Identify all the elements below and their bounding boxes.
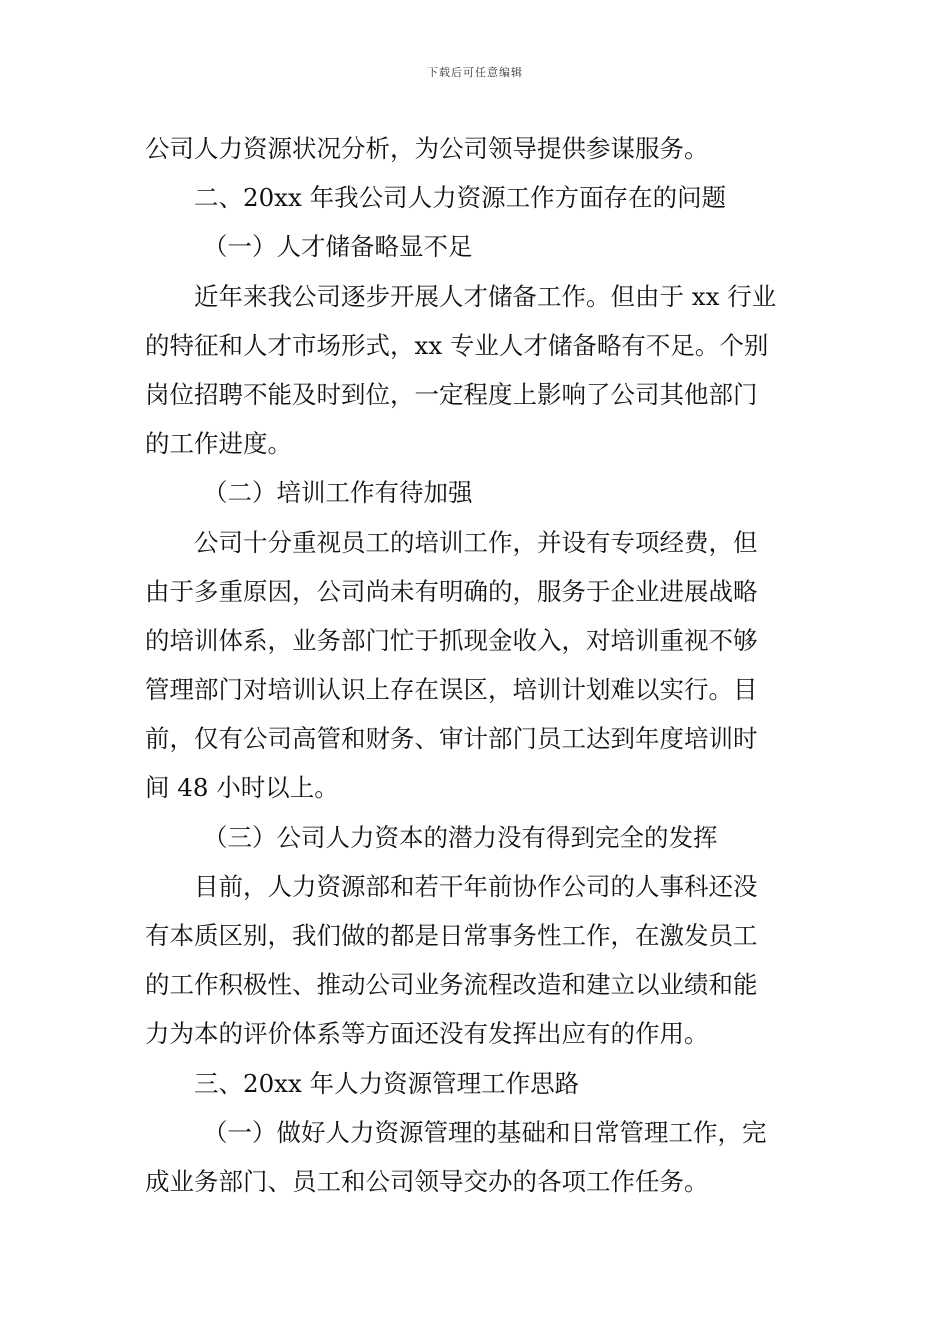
subsection-heading: （三）公司人力资本的潜力没有得到完全的发挥 bbox=[203, 822, 718, 852]
body-line: 由于多重原因，公司尚未有明确的，服务于企业进展战略 bbox=[145, 576, 758, 606]
section-heading: 三、20xx 年人力资源管理工作思路 bbox=[194, 1068, 580, 1098]
body-line: 管理部门对培训认识上存在误区，培训计划难以实行。目 bbox=[145, 675, 758, 705]
body-line: 前，仅有公司高管和财务、审计部门员工达到年度培训时 bbox=[145, 724, 758, 754]
body-line: 的培训体系，业务部门忙于抓现金收入，对培训重视不够 bbox=[145, 625, 758, 655]
document-body bbox=[145, 124, 810, 1206]
body-line: 有本质区别，我们做的都是日常事务性工作，在激发员工 bbox=[145, 921, 758, 950]
body-line: 目前，人力资源部和若干年前协作公司的人事科还没 bbox=[194, 871, 758, 901]
body-line: 的工作积极性、推动公司业务流程改造和建立以业绩和能 bbox=[145, 970, 758, 1000]
subsection-heading: （二）培训工作有待加强 bbox=[203, 478, 473, 508]
body-line: 近年来我公司逐步开展人才储备工作。但由于 xx 行业 bbox=[194, 281, 777, 311]
subsection-heading: （一）人才储备略显不足 bbox=[203, 232, 473, 262]
body-line: 的特征和人才市场形式，xx 专业人才储备略有不足。个别 bbox=[145, 330, 769, 360]
body-line: 岗位招聘不能及时到位，一定程度上影响了公司其他部门 bbox=[145, 379, 758, 409]
body-line: 公司十分重视员工的培训工作，并设有专项经费，但 bbox=[194, 527, 758, 557]
body-line: 力为本的评价体系等方面还没有发挥出应有的作用。 bbox=[145, 1019, 709, 1049]
body-line: 的工作进度。 bbox=[145, 429, 292, 459]
subsection-heading: （一）做好人力资源管理的基础和日常管理工作，完 bbox=[203, 1117, 767, 1147]
page-header: 下载后可任意编辑 bbox=[427, 66, 523, 79]
body-line: 公司人力资源状况分析，为公司领导提供参谋服务。 bbox=[145, 134, 709, 163]
body-line: 成业务部门、员工和公司领导交办的各项工作任务。 bbox=[145, 1166, 709, 1196]
body-line: 间 48 小时以上。 bbox=[145, 773, 339, 803]
section-heading: 二、20xx 年我公司人力资源工作方面存在的问题 bbox=[194, 183, 727, 213]
